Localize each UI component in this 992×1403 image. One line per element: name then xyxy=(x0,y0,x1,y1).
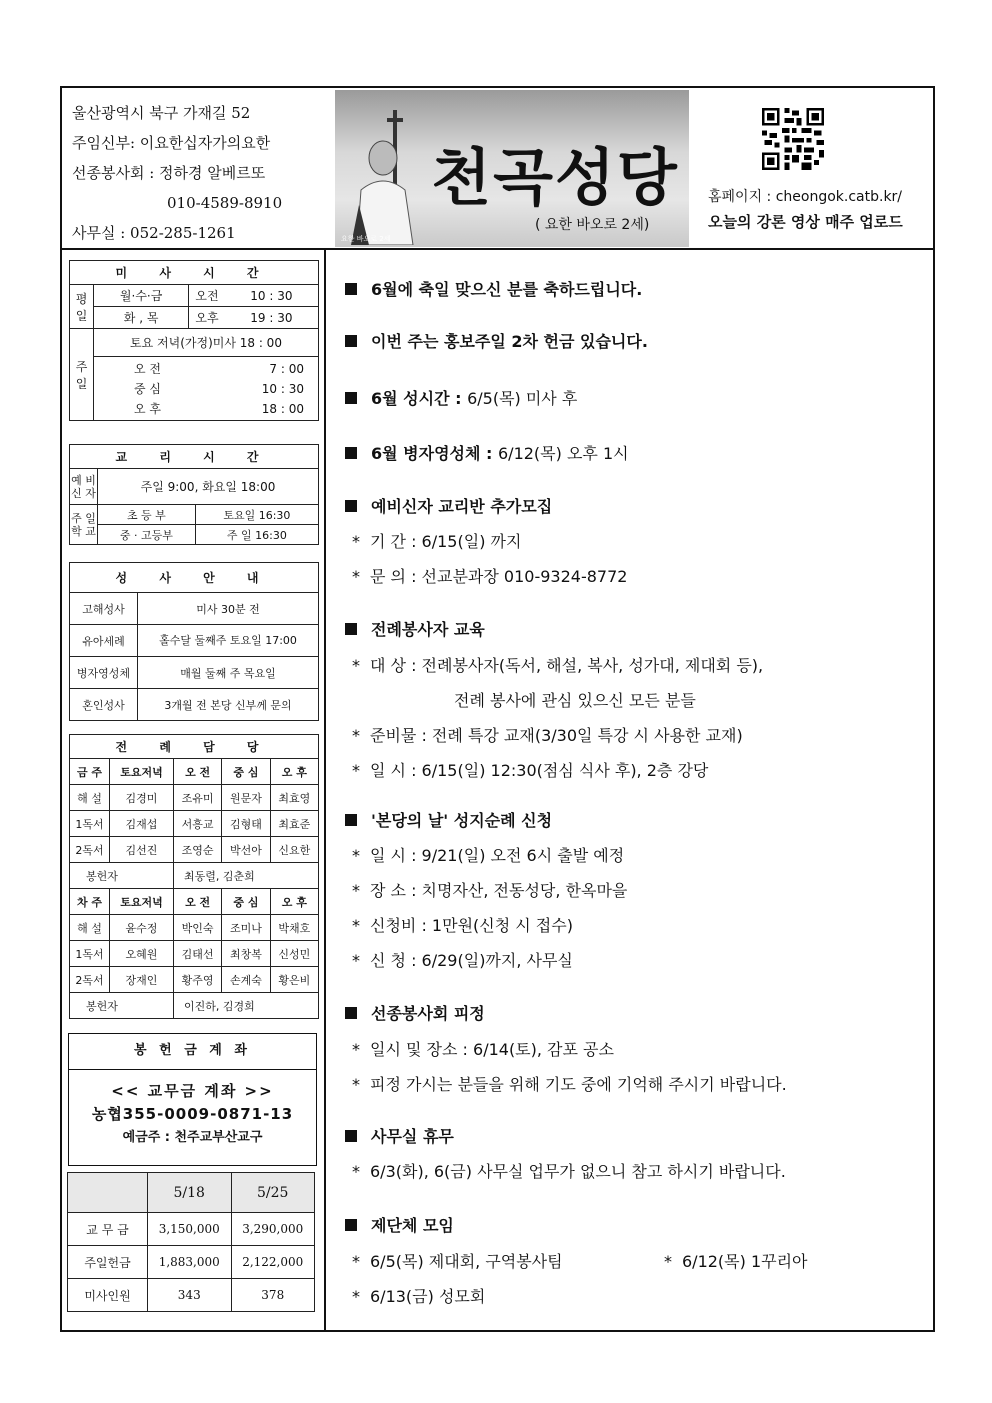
item-text: 일 시 : 9/21(일) 오전 6시 출발 예정 xyxy=(370,846,625,865)
square-bullet-icon xyxy=(345,447,357,459)
church-name: 천곡성당 xyxy=(431,141,679,214)
notice-title: 제단체 모임 xyxy=(371,1216,454,1235)
offering-table xyxy=(67,1172,315,1312)
header-divider xyxy=(60,248,935,250)
pastor: 주임신부: 이요한십자가의요한 xyxy=(72,134,271,152)
star-bullet: * xyxy=(352,846,360,865)
item-text: 일시 및 장소 : 6/14(토), 감포 공소 xyxy=(370,1040,614,1059)
offering-label: 교 무 금 xyxy=(68,1213,148,1246)
star-bullet: * xyxy=(352,567,360,586)
server-name: 윤수정 xyxy=(110,915,174,941)
sunday-mass-label: 중 심 xyxy=(134,381,161,396)
col-header: 토요저녁 xyxy=(110,889,174,915)
sunday-mass-label: 오 후 xyxy=(134,401,161,416)
qr-code-icon[interactable] xyxy=(762,108,824,170)
notice-detail: 6/12(목) 오후 1시 xyxy=(498,444,629,463)
col-header: 토요저녁 xyxy=(110,759,174,785)
role: 1독서 xyxy=(70,811,110,837)
server-name: 조영순 xyxy=(173,837,221,863)
star-bullet: * xyxy=(352,656,360,675)
patron-saint: ( 요한 바오로 2세) xyxy=(535,217,650,233)
account-number: 농협355-0009-0871-13 xyxy=(91,1105,294,1123)
notice-title: 사무실 휴무 xyxy=(371,1127,454,1146)
office-phone: 사무실 : 052-285-1261 xyxy=(72,224,236,242)
notice-item xyxy=(352,723,743,746)
server-name: 김선진 xyxy=(110,837,174,863)
star-bullet: * xyxy=(352,761,360,780)
server-name: 최효영 xyxy=(270,785,318,811)
item-text: 피정 가시는 분들을 위해 기도 중에 기억해 주시기 바랍니다. xyxy=(370,1075,787,1094)
server-name: 김형태 xyxy=(222,811,270,837)
star-bullet: * xyxy=(352,916,360,935)
item-text: 장 소 : 치명자산, 전동성당, 한옥마을 xyxy=(370,881,628,900)
notice-title: 전례봉사자 교육 xyxy=(371,620,485,639)
week-label: 금 주 xyxy=(70,759,110,785)
server-name: 김태선 xyxy=(173,941,221,967)
role: 해 설 xyxy=(70,785,110,811)
school-grade: 초 등 부 xyxy=(98,505,196,525)
sacraments-table xyxy=(69,562,319,721)
square-bullet-icon xyxy=(345,335,357,347)
item-text: 6/3(화), 6(금) 사무실 업무가 없으니 참고 하시기 바랍니다. xyxy=(370,1162,786,1181)
server-name: 손계숙 xyxy=(222,967,270,993)
server-name: 박선아 xyxy=(222,837,270,863)
offering-corner xyxy=(68,1173,148,1213)
notice-item-continued xyxy=(454,688,696,711)
notice-item xyxy=(352,758,708,781)
server-name: 김경미 xyxy=(110,785,174,811)
star-bullet: * xyxy=(352,1252,360,1271)
star-bullet: * xyxy=(352,1075,360,1094)
church-info xyxy=(72,98,332,248)
offering-value: 1,883,000 xyxy=(148,1246,232,1279)
offertory-label: 봉헌자 xyxy=(70,993,174,1019)
notice-item xyxy=(352,913,573,936)
server-name: 황은비 xyxy=(270,967,318,993)
offertory-label: 봉헌자 xyxy=(70,863,174,889)
role: 해 설 xyxy=(70,915,110,941)
notice-meetings xyxy=(345,1213,454,1236)
catechism-title: 교 리 시 간 xyxy=(70,445,319,469)
star-bullet: * xyxy=(352,532,360,551)
square-bullet-icon xyxy=(345,500,357,512)
saturday-mass: 토요 저녁(가정)미사 18 : 00 xyxy=(94,329,319,357)
notice-retreat xyxy=(345,1001,485,1024)
item-text: 기 간 : 6/15(일) 까지 xyxy=(370,532,522,551)
notice-title: 6월 병자영성체 : xyxy=(371,444,493,463)
item-text: 전례 봉사에 관심 있으신 모든 분들 xyxy=(454,691,696,710)
notice-detail: 6/5(목) 미사 후 xyxy=(467,389,578,408)
column-divider xyxy=(324,249,326,1332)
mass-days: 월·수·금 xyxy=(94,285,189,307)
server-name: 서흥교 xyxy=(173,811,221,837)
notice-item xyxy=(352,1284,485,1307)
catechism-table xyxy=(69,444,319,545)
notice-liturgy-training xyxy=(345,617,485,640)
notice-item xyxy=(352,529,521,552)
mission-phone: 010-4589-8910 xyxy=(167,194,283,212)
server-name: 김재섭 xyxy=(110,811,174,837)
server-name: 오혜원 xyxy=(110,941,174,967)
account-box xyxy=(68,1033,317,1166)
sacrament-info: 홀수달 둘째주 토요일 17:00 xyxy=(138,625,319,657)
catechumen-label: 예 비 신 자 xyxy=(70,469,98,505)
notice-item xyxy=(352,1037,614,1060)
item-text: 신 청 : 6/29(일)까지, 사무실 xyxy=(370,951,573,970)
notice-item xyxy=(352,564,627,587)
school-time: 토요일 16:30 xyxy=(195,505,318,525)
col-header: 중 심 xyxy=(222,889,270,915)
sacrament-info: 미사 30분 전 xyxy=(138,593,319,625)
church-banner xyxy=(335,90,689,247)
notice-text: 이번 주는 홍보주일 2차 헌금 있습니다. xyxy=(371,332,648,351)
account-holder: 예금주 : 천주교부산교구 xyxy=(122,1130,263,1145)
sacrament-info: 3개월 전 본당 신부께 문의 xyxy=(138,689,319,721)
notice-title: 6월 성시간 : xyxy=(371,389,462,408)
server-name: 최효준 xyxy=(270,811,318,837)
notice-item xyxy=(352,1249,563,1272)
mass-time: 10 : 30 xyxy=(225,285,319,307)
week-label: 차 주 xyxy=(70,889,110,915)
col-header: 오 전 xyxy=(173,889,221,915)
liturgy-title: 전 례 담 당 xyxy=(70,735,319,759)
square-bullet-icon xyxy=(345,1130,357,1142)
role: 2독서 xyxy=(70,967,110,993)
homepage-link[interactable]: 홈페이지 : cheongok.catb.kr/ xyxy=(708,189,903,205)
server-name: 박인숙 xyxy=(173,915,221,941)
col-header: 오 전 xyxy=(173,759,221,785)
sunday-school-label: 주 일 학 교 xyxy=(70,505,98,545)
sunday-mass-time: 18 : 00 xyxy=(261,401,304,416)
notice-collection xyxy=(345,329,648,352)
school-time: 주 일 16:30 xyxy=(195,525,318,545)
offertory-names: 최동렬, 김춘희 xyxy=(173,863,318,889)
sunday-mass-label: 오 전 xyxy=(134,361,161,376)
square-bullet-icon xyxy=(345,1007,357,1019)
sunday-mass-time: 7 : 00 xyxy=(269,361,304,376)
role: 1독서 xyxy=(70,941,110,967)
photo-caption: 요한 바오로 2세 xyxy=(341,235,391,243)
mission-society: 선종봉사회 : 정하경 알베르또 xyxy=(72,164,266,182)
mass-ampm: 오후 xyxy=(189,307,225,329)
notice-item xyxy=(352,653,763,676)
col-header: 오 후 xyxy=(270,889,318,915)
offering-value: 343 xyxy=(148,1279,232,1312)
sacraments-title: 성 사 안 내 xyxy=(70,563,319,593)
account-label: << 교무금 계좌 >> xyxy=(111,1082,274,1100)
offering-date: 5/18 xyxy=(148,1173,232,1213)
sunday-mass-time: 10 : 30 xyxy=(261,381,304,396)
role: 2독서 xyxy=(70,837,110,863)
square-bullet-icon xyxy=(345,283,357,295)
square-bullet-icon xyxy=(345,814,357,826)
item-text: 일 시 : 6/15(일) 12:30(점심 식사 후), 2층 강당 xyxy=(370,761,709,780)
mass-times-table xyxy=(69,260,319,421)
mass-times-title: 미 사 시 간 xyxy=(70,261,319,285)
notice-office-closed xyxy=(345,1124,454,1147)
server-name: 최창복 xyxy=(222,941,270,967)
notice-item xyxy=(352,878,627,901)
star-bullet: * xyxy=(352,881,360,900)
notice-item xyxy=(352,1159,786,1182)
notice-item xyxy=(664,1249,808,1272)
col-header: 오 후 xyxy=(270,759,318,785)
notice-item xyxy=(352,1072,787,1095)
square-bullet-icon xyxy=(345,1219,357,1231)
star-bullet: * xyxy=(352,951,360,970)
school-grade: 중 · 고등부 xyxy=(98,525,196,545)
server-name: 박채호 xyxy=(270,915,318,941)
mass-days: 화 , 목 xyxy=(94,307,189,329)
sacrament-name: 유아세례 xyxy=(70,625,138,657)
star-bullet: * xyxy=(664,1252,672,1271)
star-bullet: * xyxy=(352,1162,360,1181)
item-text: 6/12(목) 1꾸리아 xyxy=(682,1252,808,1271)
notice-title: '본당의 날' 성지순례 신청 xyxy=(371,811,553,830)
item-text: 문 의 : 선교분과장 010-9324-8772 xyxy=(370,567,628,586)
pope-photo xyxy=(343,110,423,245)
server-name: 신성민 xyxy=(270,941,318,967)
offertory-names: 이진하, 김경희 xyxy=(173,993,318,1019)
offering-label: 미사인원 xyxy=(68,1279,148,1312)
sacrament-info: 매월 둘째 주 목요일 xyxy=(138,657,319,689)
server-name: 원문자 xyxy=(222,785,270,811)
account-title: 봉 헌 금 계 좌 xyxy=(69,1034,316,1070)
weekday-label: 평 일 xyxy=(70,285,94,329)
notice-item xyxy=(352,948,573,971)
server-name: 신요한 xyxy=(270,837,318,863)
sunday-label: 주 일 xyxy=(70,329,94,421)
liturgy-table xyxy=(69,734,319,1019)
sacrament-name: 고해성사 xyxy=(70,593,138,625)
star-bullet: * xyxy=(352,726,360,745)
item-text: 6/13(금) 성모회 xyxy=(370,1287,486,1306)
address: 울산광역시 북구 가재길 52 xyxy=(72,104,251,122)
item-text: 신청비 : 1만원(신청 시 접수) xyxy=(370,916,573,935)
notice-holy-hour xyxy=(345,386,577,409)
sacrament-name: 혼인성사 xyxy=(70,689,138,721)
server-name: 조유미 xyxy=(173,785,221,811)
star-bullet: * xyxy=(352,1287,360,1306)
offering-value: 2,122,000 xyxy=(231,1246,315,1279)
server-name: 조미나 xyxy=(222,915,270,941)
offering-value: 3,150,000 xyxy=(148,1213,232,1246)
notice-title: 예비신자 교리반 추가모집 xyxy=(371,497,553,516)
offering-label: 주일헌금 xyxy=(68,1246,148,1279)
square-bullet-icon xyxy=(345,623,357,635)
notice-item xyxy=(352,843,624,866)
notice-pilgrimage xyxy=(345,808,552,831)
item-text: 6/5(목) 제대회, 구역봉사팀 xyxy=(370,1252,563,1271)
offering-date: 5/25 xyxy=(231,1173,315,1213)
notice-text: 6월에 축일 맞으신 분를 축하드립니다. xyxy=(371,280,643,299)
item-text: 준비물 : 전례 특강 교재(3/30일 특강 시 사용한 교재) xyxy=(370,726,743,745)
square-bullet-icon xyxy=(345,392,357,404)
catechumen-time: 주일 9:00, 화요일 18:00 xyxy=(98,469,319,505)
col-header: 중 심 xyxy=(222,759,270,785)
notice-title: 선종봉사회 피정 xyxy=(371,1004,485,1023)
mass-time: 19 : 30 xyxy=(225,307,319,329)
sermon-video-note: 오늘의 강론 영상 매주 업로드 xyxy=(708,213,903,231)
item-text: 대 상 : 전례봉사자(독서, 해설, 복사, 성가대, 제대회 등), xyxy=(370,656,764,675)
mass-ampm: 오전 xyxy=(189,285,225,307)
server-name: 장재인 xyxy=(110,967,174,993)
notice-sick-communion xyxy=(345,441,629,464)
server-name: 황주영 xyxy=(173,967,221,993)
notice-feast xyxy=(345,277,642,300)
offering-value: 378 xyxy=(231,1279,315,1312)
star-bullet: * xyxy=(352,1040,360,1059)
offering-value: 3,290,000 xyxy=(231,1213,315,1246)
sacrament-name: 병자영성체 xyxy=(70,657,138,689)
notice-catechumen xyxy=(345,494,552,517)
